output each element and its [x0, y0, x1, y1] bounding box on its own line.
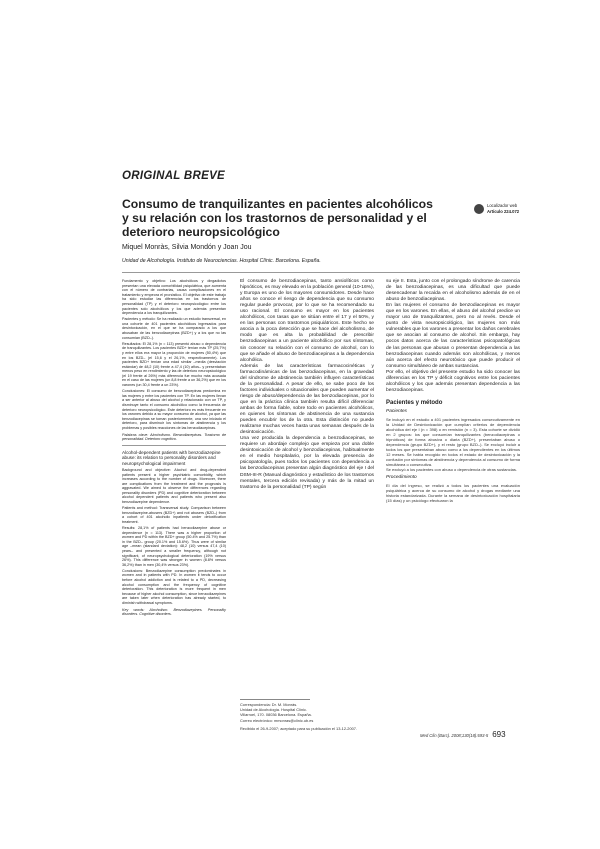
article-number: Artículo 224.072	[487, 208, 520, 214]
abstract-en-results: Results: 28,1% of patients had benzodiazepine abuse or dependence (n = 113). There was a higher proportion of women and PD within the BZD+ group (50.4% and 25.7%) than in the BZD– group (20.1% and 15.6%). Thus were of similar age –mean (standard deviation): 48,2 (10) versus 47,4 (10) years– and presented a smaller frequency, although not significant, of neuropsychological deterioration (19% versus 26%). This difference was stronger in women (8.8% versus 36,2%) than in men (30,4% versus 23%).	[122, 526, 226, 567]
body-column-3	[386, 279, 520, 503]
web-locator-text	[487, 203, 519, 214]
abstract-es-keywords: Palabras clave: Alcoholismo. Benzodiacepinas. Trastorno de personalidad. Deterioro cognitivo.	[122, 432, 226, 442]
intro-continued-text: su eje II. Esta, junto con el prolongado síndrome de carencia de las benzodiacepinas, es una dificultad que puede desencadenar la recaída en el alcoholismo además de en el abuso de benzodiacepinas. En las mujeres el consumo de benzodiacepinas es mayor que en los varones. En ellas, el abuso del alcohol predice un mayor uso de tranquilizantes, pero no al revés. Desde el punto de vista neuropsicológico, las mujeres son más vulnerables que los varones a presentar los daños cerebrales que se asocian al consumo de alcohol. Sin embargo, hay pocos datos acerca de las características psicopatológicas de las personas que abusan o presentan dependencia a las benzodiacepinas cuando además son alcohólicas, y menos aún acerca del efecto neurotóxico que puede producir el consumo simultáneo de ambas sustancias. Por ello, el objetivo del presente estudio ha sido conocer las diferencias en los TP y déficit cognitivos entre los pacientes alcohólicos y los que además presentan dependencia a las benzodiacepinas.	[386, 279, 520, 393]
footnote-line: Villarroel, 170. 08036 Barcelona. España.	[240, 712, 312, 718]
section-label: ORIGINAL BREVE	[122, 170, 226, 182]
abstract-es-methods: Pacientes y método: Se ha realizado un estudio transversal, en una cohorte de 401 pacientes alcohólicos ingresados para desintoxicación, en el que se ha comparado a los que abusaban de las benzodiacepinas (BZD+) y a los que no las consumían (BZD–).	[122, 317, 226, 340]
footnote-email[interactable]: Correo electrónico: mmonras@clinic.ub.es	[240, 717, 314, 723]
web-locator-label: Localizador web	[487, 203, 518, 208]
correspondence-footnote	[240, 702, 374, 731]
abstract-en-keywords: Key words: Alcoholism. Benzodiazepines. Personality disorders. Cognitive disorders.	[122, 607, 226, 617]
footnote-dates: Recibido el 26-9-2007; aceptado para su publicación el 13-12-2007.	[240, 725, 358, 731]
authors: Miquel Monràs, Silvia Mondón y Joan Jou	[122, 244, 252, 251]
intro-text: El consumo de benzodiacepinas, tanto ansiolíticos como hipnóticos, es muy elevado en la población general (10-16%), y Europa es uno de los mayores consumidores. Desde hace años se conoce el riesgo de dependencia que su consumo regular puede provocar, por lo que se ha recomendado su uso racional. El consumo es mayor en los pacientes alcohólicos, con tasas que se sitúan entre el 17 y el 50%, y en las personas con trastornos psiquiátricos. Este hecho se asocia a la poca detección que se hace del alcoholismo, de modo que es alta la probabilidad de prescribir benzodiacepinas a un paciente alcohólico por sus síntomas, sin conocer su relación con el consumo de alcohol, con lo que se añade el abuso de benzodiacepinas a la dependencia alcohólica. Además de las características farmacocinéticas y farmacodinámicas de las benzodiacepinas, en la gravedad del síndrome de abstinencia también influyen características de la personalidad. A pesar de ello, se sabe poco de los factores individuales o situacionales que pueden aumentar el riesgo de abuso/dependencia de las benzodiacepinas, por lo que en la práctica clínica también resulta difícil diferenciar ambas de forma fiable, sobre todo en pacientes alcohólicos, en quienes los síntomas de abstinencia de una sustancia pueden encubrir los de la otra. Esta distinción no puede realizarse muchas veces hasta unas semanas después de la desintoxicación. Una vez producida la dependencia a benzodiacepinas, se requiere un abordaje complejo que empieza por una doble desintoxicación de alcohol y benzodiacepinas, habitualmente en el medio hospitalario, por la elevada presencia de psicopatología, pues todos los pacientes con dependencia a las benzodiacepinas presentan algún diagnóstico del eje I del DSM-III-R (Manual diagnóstico y estadístico de los trastornos mentales, tercera edición revisada) y más de la mitad un trastorno de la personalidad (TP) según	[240, 279, 374, 490]
page-number: 693	[492, 730, 506, 739]
patients-text: Se incluyó en el estudio a 401 pacientes ingresados consecutivamente en la Unidad de Desintoxicación que cumplían criterios de dependencia alcohólica del eje I (n = 398) o en remisión (n = 3). Esta cohorte se dividió en 2 grupos: los que consumían tranquilizantes (benzodiacepinas o hipnóticos) de forma abusiva o diaria (BZD+), presentaban abuso o dependencia (grupo BZD+), y el resto (grupo BZD–). Se excluyó incluir a todos los que presentaban abuso como a los dependientes en los últimos 12 meses. Se había recogido en todos el estado de desintoxicación y la confusión por síntomas de abstinencia y dependencia al consumo de forma simultánea o consecutiva. Se excluyó a los pacientes con abuso o dependencia de otras sustancias.	[386, 416, 520, 472]
abstract-en-background: Background and objective: Alcohol and drug-dependent patients present a higher psychiatric comorbidity, which increases according to the number of drugs. Moreover, there are complications from the treatment and the prognosis is aggravated. We aimed to observe the differences regarding personality disorders (PD) and cognitive deterioration between alcohol dependent patients and patients who present also benzodiazepine dependence.	[122, 467, 226, 505]
header-rule	[122, 272, 520, 273]
procedure-subheading: Procedimiento	[386, 474, 417, 480]
abstract-es-background: Fundamento y objetivo: Los alcohólicos y dingadictos presentan una elevada comorbilidad psiquiátrica, que aumenta con el número de contrarias, causa complicaciones en el tratamiento y empeora el pronóstico. El objetivo de este trabajo ha sido estudiar las diferencias en los trastornos de personalidad (TP) y el deterioro neuropsicológico entre los pacientes solo alcohólicos y los que además presentan dependencia a los tranquilizantes.	[122, 279, 226, 316]
abstract-es-conclusions: Conclusiones: El consumo de benzodiacepinas predomina en las mujeres y entre los pacientes con TP. En las mujeres llevan a ser anterior al abuso del alcohol y relacionado con un TP, y disminuye tanto el consumo alcohólico como la frecuencia de deterioro neuropsicológico. Este deterioro es más frecuente en los varones debido a su mayor consumo de alcohol, ya que las benzodiacepinas se toman posteriormente, una vez iniciado el deterioro, para disminuir los síntomas de abstinencia y los problemas y posibles reacciones de las benzodiacepinas.	[122, 389, 226, 430]
web-locator-badge[interactable]	[474, 203, 520, 217]
footnote-rule	[240, 699, 310, 700]
footnote-line: Correspondencia: Dr. M. Monràs.	[240, 702, 298, 707]
abstract-en-conclusions: Conclusions: Benzodiazepine consumption predominates in women and in patients with PD. In women it tends to occur before alcohol addiction and is related to a PD, decreasing alcohol consumption and the frequency of cognitive deterioration. This deterioration is more frequent in men because of higher alcohol consumption, since benzodiazepines are taken later when deterioration has already started, to diminish withdrawal symptoms.	[122, 568, 226, 606]
abstract-en-title: Alcohol-dependent patients with benzodiazepine abuse: its relation to personality disorders and neuropsychological impairment	[122, 449, 221, 466]
affiliation: Unidad de Alcohología. Instituto de Neurociencias. Hospital Clínic. Barcelona. España.	[122, 258, 321, 264]
abstract-en-methods: Patients and method: Transversal study. Comparison between benzodiazepine-abusers (BZD+) and not abusers (BZD–) from a cohort of 401 alcoholic inpatients under detoxification treatment.	[122, 506, 226, 524]
procedure-text: El día del ingreso, se realizó a todos los pacientes una evaluación psiquiátrica y acerca de su consumo de alcohol y drogas mediante una historia estandarizada. Durante la semana de desintoxicación hospitalaria (15 días) y un psicólogo efectuaron la	[386, 483, 520, 504]
methods-heading: Pacientes y método	[386, 399, 443, 406]
journal-citation: Med Clin (Barc). 2008;130(18):693-5	[420, 733, 489, 738]
patients-subheading: Pacientes	[386, 408, 408, 414]
web-locator-icon	[474, 204, 484, 214]
page-footer	[420, 730, 506, 739]
body-column-2	[240, 279, 374, 491]
footnote-line: Unidad de Alcohología. Hospital Clínic.	[240, 707, 308, 713]
abstract-es-results: Resultados: El 28,1% (n = 113) presentó abuso o dependencia de tranquilizantes. Los pacientes BZD+ tenían más TP (25,7%) y entre ellos era mayor la proporción de mujeres (50,4%) que en los BZD– (el 15,6 y el 26,1%, respectivamente). Los pacientes BZD+ tenían una edad similar –media (desviación estándar) de 48,2 (10) frente a 47,4 (10) años– y presentaban menos peso en rendimiento y las de deterioro neuropsicológico (el 19 frente al 26%) más diferencia fue mucho más acusada en el caso de las mujeres (un 8,8 frente a un 36,2%) que en los varones (un 30,4 frente a un 23%).	[122, 341, 226, 388]
article-title: Consumo de tranquilizantes en pacientes alcohólicos y su relación con los trastornos de personalidad y el deterioro neuropsicológico	[122, 197, 433, 239]
abstract-column	[122, 279, 226, 618]
